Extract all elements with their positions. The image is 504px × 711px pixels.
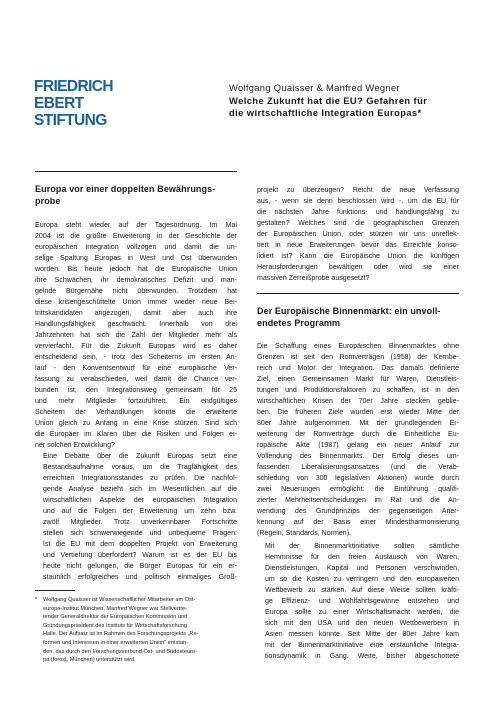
section-1-heading <box>35 183 237 207</box>
heading-line: Europa vor einer doppelten Bewährungs- <box>35 184 216 194</box>
text-line: worden. Bis heute jedoch hat die Europäische Union <box>35 266 237 273</box>
footnote-rule <box>35 590 75 591</box>
text-line: ropäische Akte (1987) gelang ein neuer Anlauf zur <box>257 442 459 449</box>
text-line: Die Schaffung eines Europäischen Binnenmarktes ohne <box>257 343 459 350</box>
text-line: um so die Kosten zu verringern und den europaweiten <box>265 576 459 583</box>
heading-line: endetes Programm <box>257 318 341 328</box>
logo-line-2: EBERT <box>34 95 84 112</box>
text-line: und auf die Folgen der Erweiterung um zehn bzw. <box>43 508 237 515</box>
section-1-paragraph-3 <box>257 185 459 284</box>
text-line: Vollendung des Binnenmarkts. Der Erfolg dieses um- <box>257 453 459 460</box>
logo-line-1: FRIEDRICH <box>34 78 113 95</box>
text-line: projekt zu überzeugen? Reicht die neue Verfassung <box>257 187 459 194</box>
text-line: Bestandsaufnahme voraus, um die Tragfähigkeit des <box>43 464 237 471</box>
text-line: wendung des Grundprinzips der gegenseitigen Aner- <box>257 508 459 515</box>
text-line: gelnde Bürgernähe nicht überwunden. Trotzdem hat <box>35 288 237 295</box>
text-line: gestalten? Welches sind die geographischen Grenzen <box>257 220 459 227</box>
text-line: staunlich erfolgreiches und politisch einmaliges Groß- <box>43 574 237 581</box>
heading-line: Der Europäische Binnenmarkt: ein unvoll- <box>257 306 441 316</box>
article-title-line-2: die wirtschaftliche Integration Europas* <box>229 107 422 118</box>
text-line: Wolfgang Quaisser ist Wissenschaftlicher Mitarbeiter am Ost- <box>43 597 196 603</box>
text-line: wirtschaftlichen Krisen der 70er Jahre stecken geblie- <box>257 398 459 405</box>
text-line: zwei Neuerungen ermöglicht: die Einführung qualifi- <box>257 486 459 493</box>
section-rule <box>35 171 237 172</box>
text-line: schiedung von 300 legislativen Aktionen) wurde durch <box>257 475 459 482</box>
section-2-paragraph-1 <box>257 341 459 539</box>
article-header <box>229 82 479 120</box>
section-rule <box>257 293 459 294</box>
text-line: der Europäischen Union, oder stürzen wir uns unreflek- <box>257 231 459 238</box>
text-line: mit der Binnenmarktinitiative eine erstaunliche Integra- <box>265 642 459 649</box>
text-line: ge Effizienz- und Wohlfahrtsgewinne entstehen und <box>265 598 459 605</box>
text-line: Eine Debatte über die Zukunft Europas setzt eine <box>43 453 237 460</box>
text-line: Herausforderungen bewältigen oder wird sie einer <box>257 264 459 271</box>
text-line: europäischen Integration vollzogen und damit die un- <box>35 244 237 251</box>
text-line: tionsdynamik in Gang. Weite, bisher abgeschottete <box>265 653 459 660</box>
text-line: sich mit den USA und den neuen Wettbewerbern in <box>265 620 459 627</box>
text-line: Wettbewerb zu stärken. Auf diese Weise sollten kräfti- <box>265 587 459 594</box>
text-line: Union gleich zu Anfang in eine Krise stürzen. Sind sich <box>35 420 237 427</box>
article-authors: Wolfgang Quaisser & Manfred Wegner <box>229 82 400 93</box>
text-line: Handlungsfähigkeit geschwächt. Innerhalb von drei <box>35 321 237 328</box>
text-line: Dienstleistungen, Kapital und Personen verschwinden, <box>265 565 459 572</box>
text-line: heute nicht gelungen, die Bürger Europas für ein er- <box>43 563 237 570</box>
text-line: stellen sich schwerwiegende und unbequeme Fragen: <box>43 530 237 537</box>
text-line: Grenzen ist seit den Romverträgen (1958) der Kernbe- <box>257 354 459 361</box>
text-line: weiterung der Romverträge durch die Einheitliche Eu- <box>257 431 459 438</box>
text-line: kennung auf der Basis einer Mindestharmonisierung <box>257 519 459 526</box>
text-line: tungen und Produktionsfaktoren zu schaffen, ist in den <box>257 387 459 394</box>
text-line: europa-Institut München, Manfred Wegner war Stellvertre- <box>43 605 188 612</box>
text-line: und Vertiefung überfordert? Warum ist es der EU bis <box>43 552 237 559</box>
text-line: Halle. Der Aufsatz ist im Rahmen des Forschungsprojekts „Re- <box>43 631 199 638</box>
text-line: diese krisengeschüttelte Union immer wieder neue Bei- <box>35 299 237 306</box>
text-line: Asien messen könnte. Seit Mitte der 80er Jahre kam <box>265 631 459 638</box>
text-line: und mehr Mitglieder fortzuführen. Ein endgültiges <box>35 398 237 405</box>
text-line: entscheidend sein, - trotz des Scheiterns im ersten An- <box>35 354 237 361</box>
text-line: tiert in neue Erweiterungen bevor das Erreichte konso- <box>257 242 459 249</box>
text-line: zwölf Mitglieder. Trotz unverkennbarer Fortschritte <box>43 519 237 526</box>
text-line: erreichten Integrationsstandes zu prüfen. Die nachfol- <box>43 475 237 482</box>
heading-line: probe <box>35 196 61 206</box>
section-1-paragraph-1 <box>35 220 237 451</box>
text-line: reich und Motor der Integration. Das damals definierte <box>257 365 459 372</box>
text-line: 80er Jahre aufgenommen. Mit der grundlegenden Er- <box>257 420 459 427</box>
text-line: bunden ist, den Integrationsweg gemeinsam für 25 <box>35 387 237 394</box>
text-line: ner solchen Entwicklung? <box>35 442 115 449</box>
text-line: Europa steht wieder auf der Tagesordnung. Im Mai <box>35 222 237 229</box>
text-line: lidiert ist? Kann die Europäische Union die künftigen <box>257 253 459 260</box>
footnote-text <box>43 596 237 665</box>
footnote-mark: * <box>35 597 38 603</box>
text-line: aus, - wenn sie denn beschlossen wird -, um die EU für <box>257 198 459 205</box>
article-title-line-1: Welche Zukunft hat die EU? Gefahren für <box>229 94 428 106</box>
text-line: selige Spaltung Europas in West und Ost überwunden <box>35 255 237 262</box>
section-1-paragraph-2 <box>43 451 237 583</box>
text-line: Mit der Binnenmarktinitiative sollten sämtliche <box>265 543 459 550</box>
text-line: ihre Schwächen, ihr demokratisches Defizit und man- <box>35 277 237 284</box>
section-2-heading <box>257 305 459 329</box>
text-line: vervierfacht. Für die Zukunft Europas wird es daher <box>35 343 237 350</box>
text-line: die nächsten Jahre funktions- und handlungsfähig zu <box>257 209 459 216</box>
text-line: Hemmnisse für den freien Austausch von Waren, <box>265 554 459 561</box>
section-2-paragraph-2 <box>265 541 459 662</box>
text-line: zierter Mehrheitsentscheidungen im Rat und die An- <box>257 497 459 504</box>
text-line: wirtschaftlichen Aspekte der europäischen Integration <box>43 497 237 504</box>
logo-line-3: STIFTUNG <box>34 112 107 129</box>
text-line: fassung zu verabschieden, weil damit die Chance ver- <box>35 376 237 383</box>
text-line: gende Analyse bezieht sich im Wesentlichen auf die <box>43 486 237 493</box>
text-line: (Regeln, Standards, Normen). <box>257 530 352 537</box>
text-line: tender Generaldirektor der Europäischen Kommission und <box>43 614 188 621</box>
text-line: lauf - den Konventsentwurf für eine europäische Ver- <box>35 365 237 372</box>
text-line: den, das durch den Forschungsverbund Ost- und Südosteuro- <box>43 648 197 655</box>
text-line: trittskandidaten angezogen, damit aber auch ihre <box>35 310 237 317</box>
text-line: Ziel, einen Gemeinsamen Markt für Waren, Dienstleis- <box>257 376 459 383</box>
text-line: Europa sollte zu einer Wirtschaftsmacht werden, die <box>265 609 459 616</box>
text-line: pa (forost, München) unterstützt wird. <box>43 657 136 664</box>
text-line: fassenden Liberalisierungsansatzes (und die Verab- <box>257 464 459 471</box>
friedrich-ebert-stiftung-logo <box>34 78 113 129</box>
text-line: Ist die EU mit dem doppelten Projekt von Erweiterung <box>43 541 237 548</box>
text-line: 2004 ist die größte Erweiterung in der Geschichte der <box>35 233 237 240</box>
text-line: massiven Zerreißprobe ausgesetzt? <box>257 275 370 282</box>
text-line: formen und Interessen in einer erweiterten Union" entstan- <box>43 639 189 646</box>
text-line: Scheitern der Verhandlungen könnte die erweiterte <box>35 409 237 416</box>
text-line: die Europäer im Klaren über die Risiken und Folgen ei- <box>35 431 237 438</box>
text-line: Gründungspräsident des Instituts für Wirtschaftsforschung <box>43 622 187 629</box>
text-line: ben. Die früheren Ziele wurden erst wieder Mitte der <box>257 409 459 416</box>
text-line: Jahrzehnten hat sich die Zahl der Mitglieder mehr als <box>35 332 237 339</box>
